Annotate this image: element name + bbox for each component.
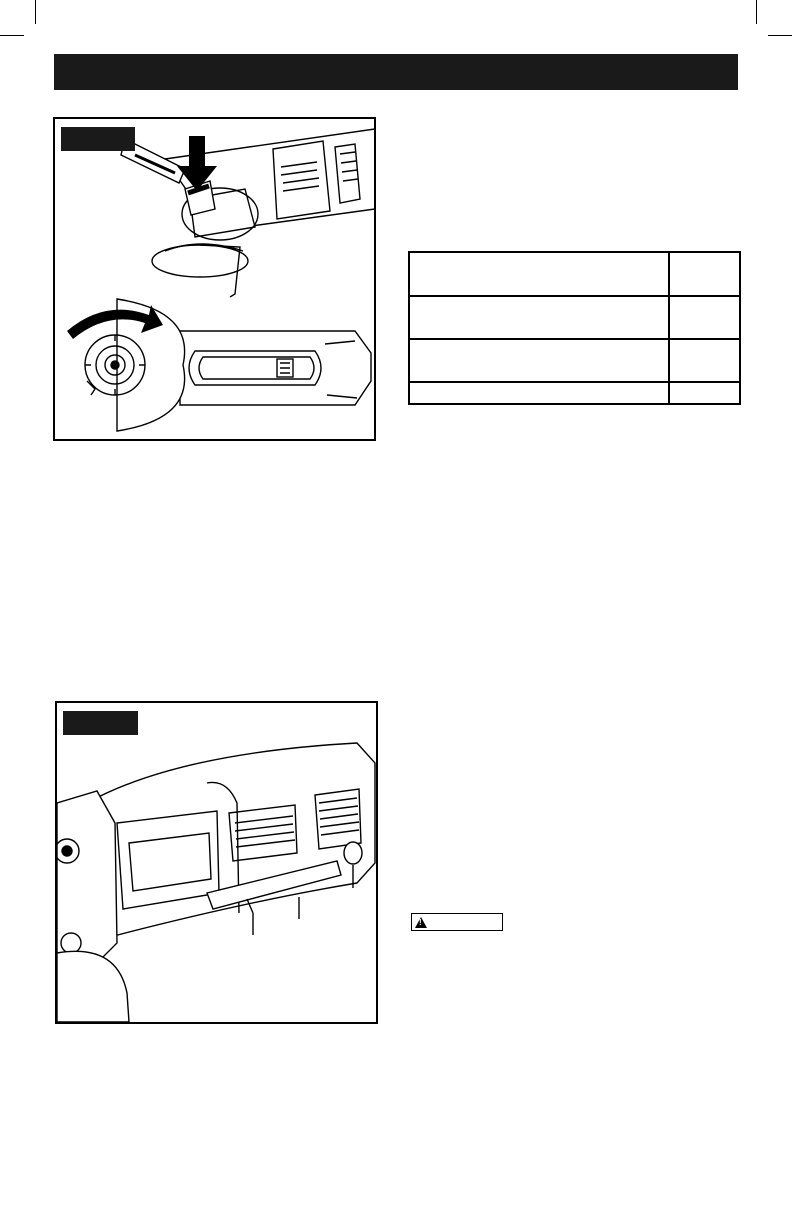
section-header-bar (54, 54, 738, 90)
table-cell-value (669, 382, 740, 404)
table-row (409, 339, 740, 382)
figure-2-box (55, 701, 378, 1024)
figure-1-tag (61, 127, 135, 151)
figure-1-illustration (55, 119, 374, 439)
table-cell-label (409, 296, 669, 339)
table-row (409, 296, 740, 339)
crop-mark-top-left-v (35, 0, 36, 24)
table-cell-label (409, 339, 669, 382)
table-row (409, 382, 740, 404)
figure-2-illustration (57, 703, 376, 1022)
figure-2-tag (63, 711, 138, 735)
crop-mark-top-right (768, 35, 792, 36)
warning-signal-box (411, 913, 503, 931)
table-cell-value (669, 339, 740, 382)
table-row (409, 252, 740, 296)
table-cell-label (409, 252, 669, 296)
crop-mark-top-right-v (756, 0, 757, 24)
spec-table (408, 251, 741, 405)
table-cell-value (669, 296, 740, 339)
table-cell-label (409, 382, 669, 404)
crop-mark-top-left (0, 35, 24, 36)
warning-triangle-icon (415, 917, 427, 928)
table-cell-value (669, 252, 740, 296)
figure-1-box (53, 117, 376, 441)
